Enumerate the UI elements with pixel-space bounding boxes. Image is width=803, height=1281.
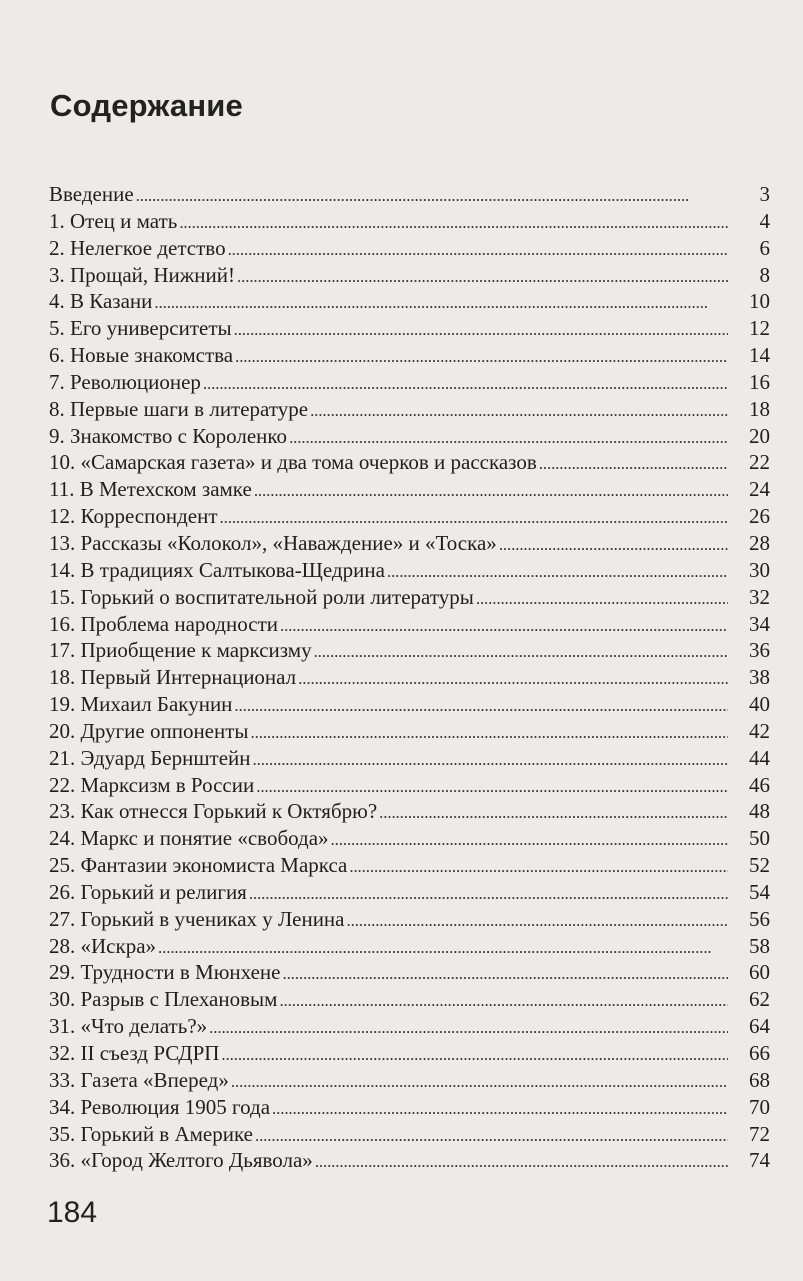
toc-entry [49,530,770,557]
dot-leader [179,210,728,237]
toc-entry-page: 52 [749,853,770,878]
toc-entry-title: 7. Революционер [49,369,201,394]
dot-leader [298,666,728,693]
table-of-contents [49,181,770,1174]
page-number: 184 [47,1196,98,1229]
dot-leader [203,371,728,398]
toc-entry [49,181,770,208]
toc-entry-page: 50 [749,826,770,851]
dot-leader [331,827,728,854]
toc-entry-title: 17. Приобщение к марксизму [49,638,312,663]
dot-leader [209,1015,728,1042]
toc-entry-title: 21. Эдуард Бернштейн [49,745,251,770]
toc-entry-page: 14 [749,343,770,368]
toc-entry-page: 62 [749,987,770,1012]
toc-entry-title: 16. Проблема народности [49,611,278,636]
toc-entry-page: 68 [749,1067,770,1092]
toc-entry [49,798,770,825]
dot-leader [347,908,729,935]
dot-leader [234,317,728,344]
toc-entry-page: 38 [749,665,770,690]
toc-entry [49,611,770,638]
toc-entry-title: 3. Прощай, Нижний! [49,262,236,287]
toc-entry-page: 26 [749,504,770,529]
toc-entry [49,1094,770,1121]
toc-entry-page: 3 [759,182,770,206]
toc-entry-page: 36 [749,638,770,663]
toc-entry-title: 20. Другие оппоненты [49,718,249,743]
toc-entry-page: 16 [749,369,770,394]
toc-entry-page: 6 [759,235,770,260]
page-title: Содержание [50,88,243,123]
toc-entry-title: 35. Горький в Америке [49,1121,253,1146]
toc-entry-title: 36. «Город Желтого Дьявола» [49,1148,313,1173]
toc-entry [49,557,770,584]
toc-entry-page: 24 [749,477,770,502]
toc-entry-page: 56 [749,906,770,931]
toc-entry-page: 74 [749,1148,770,1173]
dot-leader [220,505,728,532]
dot-leader [539,451,728,478]
dot-leader [253,747,729,774]
dot-leader [280,613,728,640]
dot-leader [237,264,728,291]
toc-entry [49,1067,770,1094]
toc-entry [49,986,770,1013]
toc-entry [49,476,770,503]
dot-leader [256,774,728,801]
toc-entry-page: 66 [749,1041,770,1065]
toc-entry-title: 34. Революция 1905 года [49,1094,271,1119]
toc-entry [49,423,770,450]
toc-entry-title: 26. Горький и религия [49,879,247,904]
toc-entry-title: 9. Знакомство с Короленко [49,423,288,448]
toc-entry-page: 10 [749,289,770,314]
toc-entry-page: 72 [749,1121,770,1146]
toc-entry [49,208,770,235]
toc-entry-title: 10. «Самарская газета» и два тома очерков и рассказов [49,450,537,475]
toc-entry [49,342,770,369]
toc-entry [49,503,770,530]
toc-entry [49,288,770,315]
toc-entry-title: 12. Корреспондент [49,504,218,529]
toc-entry-page: 28 [749,530,770,555]
toc-entry-page: 44 [749,745,770,770]
dot-leader [136,183,728,210]
dot-leader [272,1096,728,1123]
toc-entry [49,1147,770,1174]
toc-entry-page: 60 [749,960,770,985]
dot-leader [255,1123,728,1150]
toc-entry-title: 32. II съезд РСДРП [49,1041,220,1065]
dot-leader [235,344,728,371]
toc-entry [49,852,770,879]
toc-entry [49,691,770,718]
dot-leader [499,532,728,559]
toc-entry [49,584,770,611]
dot-leader [387,559,728,586]
toc-entry-page: 34 [749,611,770,636]
toc-entry-page: 22 [749,450,770,475]
dot-leader [228,237,728,264]
toc-entry [49,825,770,852]
toc-entry-title: 28. «Искра» [49,933,157,958]
toc-entry-title: 33. Газета «Вперед» [49,1067,229,1092]
toc-entry-page: 4 [759,208,770,233]
toc-entry-title: 14. В традициях Салтыкова-Щедрина [49,557,385,582]
toc-entry [49,906,770,933]
dot-leader [254,478,728,505]
toc-entry-page: 46 [749,772,770,797]
toc-entry [49,369,770,396]
dot-leader [314,639,728,666]
toc-entry-title: 15. Горький о воспитательной роли литературы [49,584,474,609]
toc-entry-page: 42 [749,718,770,743]
toc-entry-title: 8. Первые шаги в литературе [49,396,309,421]
dot-leader [279,988,728,1015]
toc-entry-page: 18 [749,396,770,421]
toc-entry [49,959,770,986]
toc-entry-page: 48 [749,799,770,824]
toc-entry [49,315,770,342]
dot-leader [315,1149,728,1176]
toc-entry [49,1121,770,1148]
dot-leader [310,398,728,425]
dot-leader [349,854,728,881]
dot-leader [289,425,728,452]
toc-entry-page: 70 [749,1094,770,1119]
toc-entry-title: 19. Михаил Бакунин [49,692,233,717]
toc-entry [49,772,770,799]
dot-leader [231,1069,728,1096]
toc-entry-title: 13. Рассказы «Колокол», «Наваждение» и «Тоска» [49,530,497,555]
dot-leader [251,720,728,747]
toc-entry-title: 22. Марксизм в России [49,772,255,797]
toc-entry-page: 30 [749,557,770,582]
toc-entry [49,449,770,476]
toc-entry-title: Введение [49,182,134,206]
toc-entry [49,745,770,772]
toc-entry-title: 27. Горький в учениках у Ленина [49,906,345,931]
toc-entry-title: 18. Первый Интернационал [49,665,297,690]
toc-entry [49,664,770,691]
toc-entry-page: 54 [749,879,770,904]
toc-entry-page: 32 [749,584,770,609]
toc-entry-title: 2. Нелегкое детство [49,235,226,260]
toc-entry-title: 23. Как отнесся Горький к Октябрю? [49,799,378,824]
toc-entry [49,262,770,289]
dot-leader [154,290,728,317]
toc-entry-title: 25. Фантазии экономиста Маркса [49,853,348,878]
toc-entry-title: 30. Разрыв с Плехановым [49,987,278,1012]
toc-entry-page: 58 [749,933,770,958]
toc-entry-title: 24. Маркс и понятие «свобода» [49,826,329,851]
dot-leader [249,881,728,908]
toc-entry-title: 1. Отец и мать [49,208,178,233]
dot-leader [282,961,728,988]
toc-entry-title: 11. В Метехском замке [49,477,252,502]
dot-leader [234,693,728,720]
toc-entry [49,718,770,745]
toc-entry [49,396,770,423]
toc-entry [49,235,770,262]
toc-entry-page: 40 [749,692,770,717]
toc-entry-page: 20 [749,423,770,448]
toc-entry [49,879,770,906]
toc-entry-page: 8 [759,262,770,287]
toc-entry-title: 4. В Казани [49,289,153,314]
toc-entry [49,637,770,664]
toc-entry-page: 12 [749,316,770,341]
toc-entry-page: 64 [749,1014,770,1039]
dot-leader [221,1042,728,1069]
toc-entry [49,933,770,960]
toc-entry-title: 6. Новые знакомства [49,343,234,368]
toc-entry [49,1013,770,1040]
dot-leader [158,935,728,962]
toc-entry-title: 31. «Что делать?» [49,1014,208,1039]
dot-leader [379,800,728,827]
toc-entry-title: 5. Его университеты [49,316,232,341]
toc-entry-title: 29. Трудности в Мюнхене [49,960,281,985]
toc-entry [49,1040,770,1067]
dot-leader [476,586,728,613]
